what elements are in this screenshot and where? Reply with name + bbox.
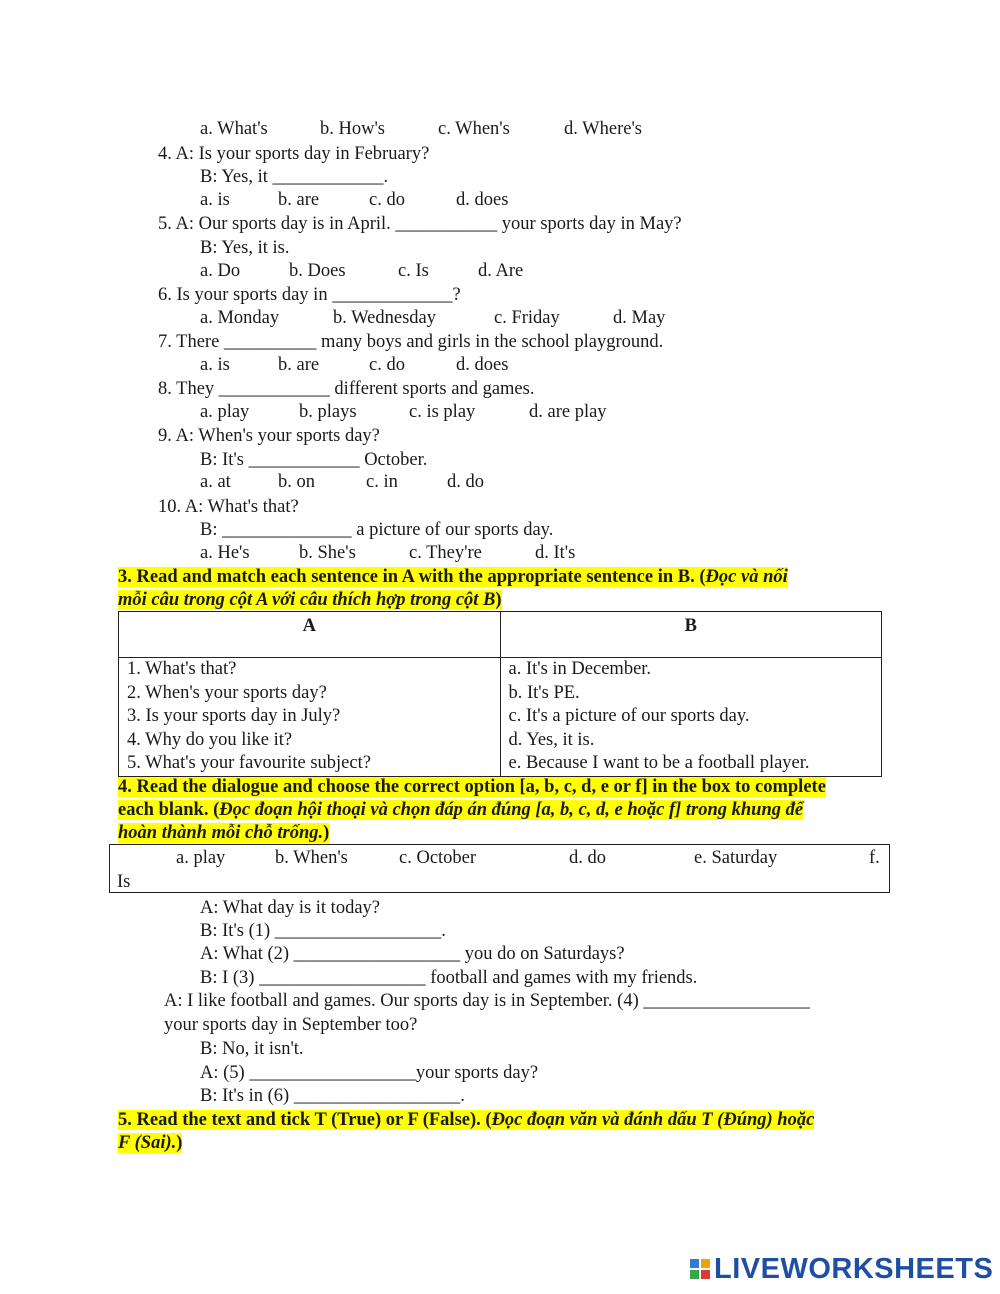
- question-4-option-a[interactable]: a. is: [200, 190, 230, 210]
- question-10-reply: B: ______________ a picture of our sports day.: [200, 520, 554, 540]
- dialogue-line-3[interactable]: A: What (2) __________________ you do on Saturdays?: [200, 944, 625, 964]
- question-5-option-d[interactable]: d. Are: [478, 261, 524, 281]
- liveworksheets-logo-text: LIVEWORKSHEETS: [714, 1252, 994, 1285]
- question-10-prompt: 10. A: What's that?: [158, 497, 299, 517]
- match-a-item-2[interactable]: 2. When's your sports day?: [127, 682, 327, 703]
- q3-option-d[interactable]: d. Where's: [564, 119, 642, 139]
- dialogue-line-7: B: No, it isn't.: [200, 1039, 304, 1059]
- match-b-item-c[interactable]: c. It's a picture of our sports day.: [508, 706, 750, 726]
- question-9-option-d[interactable]: d. do: [447, 472, 484, 492]
- section-3-title: 3. Read and match each sentence in A with the appropriate sentence in B. (: [118, 567, 706, 587]
- section-4-heading-line2: [118, 799, 803, 822]
- match-a-item-5[interactable]: 5. What's your favourite subject?: [127, 753, 371, 773]
- question-5-prompt: 5. A: Our sports day is in April. ___________ your sports day in May?: [158, 214, 682, 234]
- question-9-option-a[interactable]: a. at: [200, 472, 231, 492]
- logo-square-3: [690, 1270, 699, 1279]
- section-4-title-end: ): [323, 823, 330, 843]
- match-a-item-1[interactable]: 1. What's that?: [127, 659, 237, 679]
- section-3-title-vi-2: mỗi câu trong cột A với câu thích hợp trong cột B: [118, 590, 496, 610]
- dialogue-line-5[interactable]: A: I like football and games. Our sports day is in September. (4) __________________: [164, 991, 810, 1011]
- section-4-heading-line3: [118, 822, 329, 845]
- match-b-item-e[interactable]: e. Because I want to be a football player.: [508, 753, 810, 773]
- question-5-option-c[interactable]: c. Is: [398, 261, 429, 281]
- question-4-prompt: 4. A: Is your sports day in February?: [158, 144, 430, 164]
- dialogue-line-6: your sports day in September too?: [164, 1015, 418, 1035]
- box-option-a[interactable]: a. play: [176, 848, 226, 868]
- match-b-item-b[interactable]: b. It's PE.: [508, 682, 580, 703]
- question-10-option-a[interactable]: a. He's: [200, 543, 250, 563]
- question-6-prompt: 6. Is your sports day in _____________?: [158, 285, 461, 305]
- matching-table: [118, 611, 882, 777]
- match-a-item-4[interactable]: 4. Why do you like it?: [127, 729, 293, 750]
- question-5-reply: B: Yes, it is.: [200, 238, 290, 258]
- question-7-prompt: 7. There __________ many boys and girls in the school playground.: [158, 332, 664, 352]
- q3-option-c[interactable]: c. When's: [438, 119, 510, 139]
- section-3-title-end: ): [495, 590, 502, 610]
- question-5-option-a[interactable]: a. Do: [200, 261, 241, 281]
- question-4-option-d[interactable]: d. does: [456, 190, 509, 210]
- question-10-option-c[interactable]: c. They're: [409, 543, 482, 563]
- section-5-heading-line1: [118, 1109, 814, 1132]
- dialogue-line-2[interactable]: B: It's (1) __________________.: [200, 921, 446, 941]
- section-4-title: 4. Read the dialogue and choose the correct option [a, b, c, d, e or f] in the box to complete: [118, 777, 826, 797]
- question-4-option-b[interactable]: b. are: [278, 190, 320, 210]
- match-b-item-a[interactable]: a. It's in December.: [508, 659, 652, 679]
- section-5-title: 5. Read the text and tick T (True) or F (False). (: [118, 1110, 492, 1130]
- question-10-option-b[interactable]: b. She's: [299, 543, 356, 563]
- dialogue-line-4[interactable]: B: I (3) __________________ football and games with my friends.: [200, 968, 698, 988]
- box-option-d[interactable]: d. do: [569, 848, 606, 868]
- match-a-item-3[interactable]: 3. Is your sports day in July?: [127, 706, 341, 726]
- section-4-title-cont: each blank. (: [118, 800, 220, 820]
- box-option-f-wrap[interactable]: Is: [117, 872, 131, 892]
- box-option-e[interactable]: e. Saturday: [694, 848, 778, 868]
- question-9-option-c[interactable]: c. in: [366, 472, 398, 492]
- question-7-option-a[interactable]: a. is: [200, 355, 230, 375]
- column-b-cell: [500, 658, 882, 777]
- box-option-b[interactable]: b. When's: [275, 848, 348, 868]
- column-a-header: A: [119, 612, 501, 658]
- section-3-heading-line2: [118, 589, 502, 612]
- logo-square-4: [701, 1270, 710, 1279]
- question-4-reply: B: Yes, it ____________.: [200, 167, 389, 187]
- match-b-item-d[interactable]: d. Yes, it is.: [508, 729, 595, 750]
- question-6-option-c[interactable]: c. Friday: [494, 308, 560, 328]
- question-8-option-c[interactable]: c. is play: [409, 402, 476, 422]
- section-3-heading-line1: [118, 566, 788, 589]
- q3-option-a[interactable]: a. What's: [200, 119, 268, 139]
- box-option-c[interactable]: c. October: [399, 848, 477, 868]
- question-5-option-b[interactable]: b. Does: [289, 261, 346, 281]
- question-9-prompt: 9. A: When's your sports day?: [158, 426, 380, 446]
- question-10-option-d[interactable]: d. It's: [535, 543, 576, 563]
- question-4-option-c[interactable]: c. do: [369, 190, 405, 210]
- liveworksheets-logo: [690, 1253, 993, 1285]
- logo-square-2: [701, 1259, 710, 1268]
- dialogue-line-1: A: What day is it today?: [200, 898, 380, 918]
- liveworksheets-logo-icon: [690, 1259, 710, 1279]
- dialogue-line-8[interactable]: A: (5) __________________your sports day?: [200, 1063, 539, 1083]
- question-7-option-b[interactable]: b. are: [278, 355, 320, 375]
- logo-square-1: [690, 1259, 699, 1268]
- question-8-option-b[interactable]: b. plays: [299, 402, 357, 422]
- question-9-reply: B: It's ____________ October.: [200, 450, 428, 470]
- section-4-title-vi-1: Đọc đoạn hội thoại và chọn đáp án đúng [a, b, c, d, e hoặc f] trong khung để: [219, 800, 804, 820]
- section-5-title-end: ): [176, 1133, 183, 1153]
- question-6-option-b[interactable]: b. Wednesday: [333, 308, 436, 328]
- q3-option-b[interactable]: b. How's: [320, 119, 386, 139]
- question-7-option-d[interactable]: d. does: [456, 355, 509, 375]
- question-8-prompt: 8. They ____________ different sports and games.: [158, 379, 535, 399]
- question-9-option-b[interactable]: b. on: [278, 472, 315, 492]
- column-a-cell: [119, 658, 501, 777]
- section-3-title-vi-1: Đọc và nối: [705, 567, 788, 587]
- box-option-f[interactable]: f.: [869, 848, 880, 868]
- section-5-heading-line2: [118, 1132, 182, 1155]
- question-8-option-d[interactable]: d. are play: [529, 402, 607, 422]
- word-box: [109, 844, 890, 893]
- section-5-title-vi-2: F (Sai).: [118, 1133, 177, 1153]
- dialogue-line-9[interactable]: B: It's in (6) __________________.: [200, 1086, 465, 1106]
- section-4-heading-line1: [118, 776, 826, 799]
- question-6-option-a[interactable]: a. Monday: [200, 308, 280, 328]
- section-4-title-vi-2: hoàn thành mỗi chỗ trống.: [118, 823, 324, 843]
- question-8-option-a[interactable]: a. play: [200, 402, 250, 422]
- question-6-option-d[interactable]: d. May: [613, 308, 666, 328]
- section-5-title-vi-1: Đọc đoạn văn và đánh dấu T (Đúng) hoặc: [491, 1110, 815, 1130]
- column-b-header: B: [500, 612, 882, 658]
- question-7-option-c[interactable]: c. do: [369, 355, 405, 375]
